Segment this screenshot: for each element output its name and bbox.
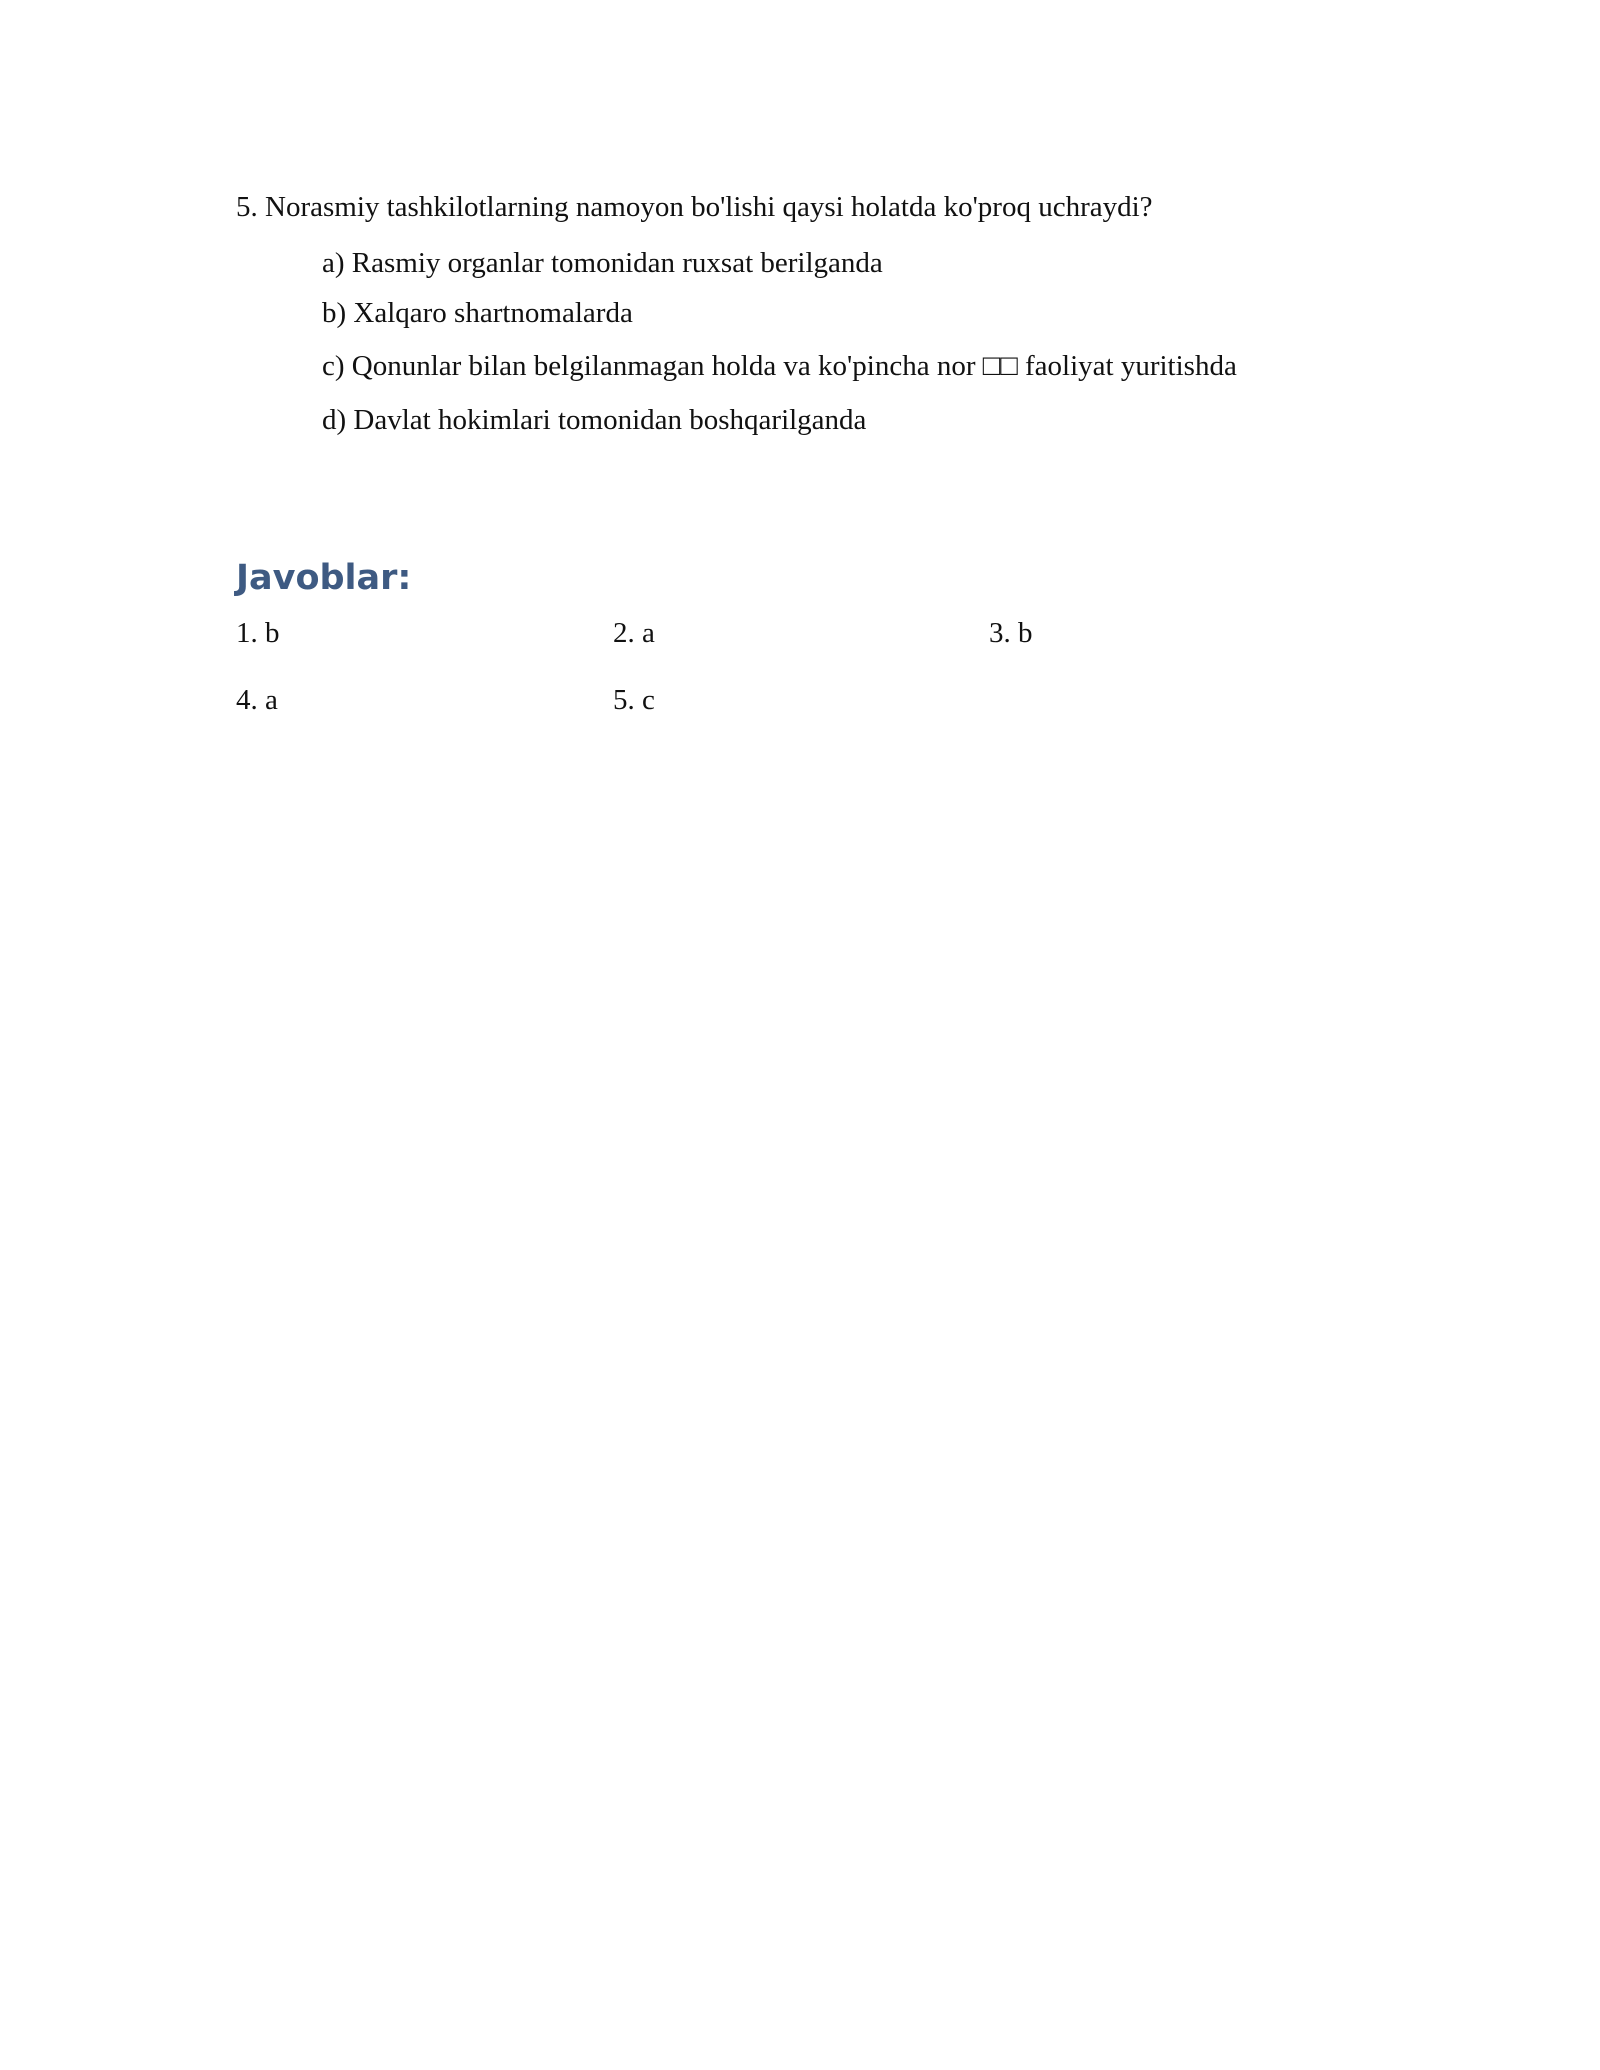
answer-item-4: 4. a	[236, 684, 278, 716]
option-c: c) Qonunlar bilan belgilanmagan holda va ko'pincha nor □□ faoliyat yuritishda	[322, 350, 1237, 382]
option-d: d) Davlat hokimlari tomonidan boshqarilganda	[322, 404, 867, 436]
question-text: 5. Norasmiy tashkilotlarning namoyon bo'lishi qaysi holatda ko'proq uchraydi?	[236, 191, 1153, 223]
option-a: a) Rasmiy organlar tomonidan ruxsat berilganda	[322, 247, 883, 279]
answer-item-3: 3. b	[989, 617, 1033, 649]
answer-item-5: 5. c	[613, 684, 655, 716]
option-b: b) Xalqaro shartnomalarda	[322, 297, 633, 329]
answers-heading: Javoblar:	[236, 558, 412, 598]
answer-item-2: 2. a	[613, 617, 655, 649]
answer-item-1: 1. b	[236, 617, 280, 649]
